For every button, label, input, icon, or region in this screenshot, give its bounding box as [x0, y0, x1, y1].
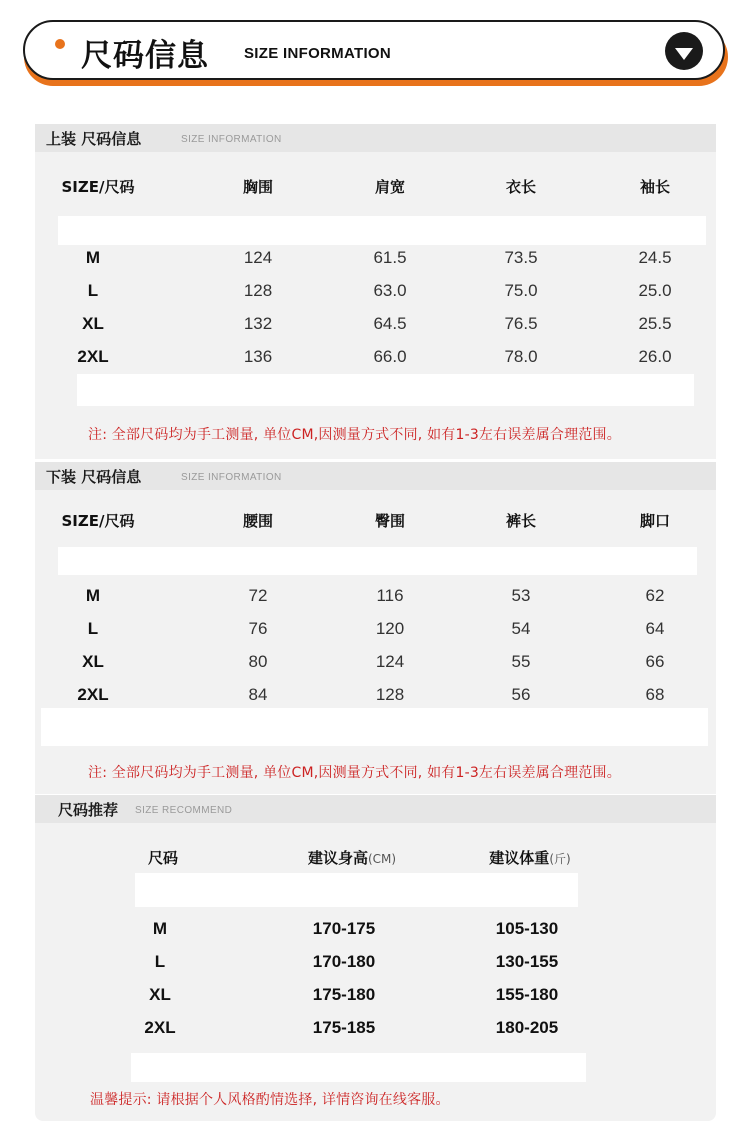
size-cell: XL: [82, 652, 104, 671]
size-cell: L: [87, 281, 99, 300]
size-cell: XL: [82, 314, 104, 333]
size-cell: M: [85, 248, 101, 267]
header-sleeve: 袖长: [639, 178, 670, 196]
table-cell: 75.0: [504, 281, 538, 300]
table-cell: 66: [645, 652, 665, 671]
header-hip: 臀围: [374, 512, 405, 530]
recommend-section-subtitle: SIZE RECOMMEND: [135, 805, 233, 816]
top-measurement-note: 注: 全部尺码均为手工测量, 单位CM,因测量方式不同, 如有1-3左右误差属合理范围。: [88, 427, 621, 443]
header-chest: 胸围: [242, 178, 273, 196]
table-cell: 78.0: [504, 347, 538, 366]
table-cell: 80: [248, 652, 268, 671]
bottom-section-subtitle: SIZE INFORMATION: [181, 472, 282, 483]
unit-label: (CM): [367, 852, 397, 866]
table-cell: 155-180: [495, 985, 559, 1004]
table-cell: 55: [511, 652, 531, 671]
table-cell: 73.5: [504, 248, 538, 267]
divider-strip: [41, 708, 708, 746]
table-cell: 180-205: [495, 1018, 559, 1037]
header-size: 尺码: [147, 849, 178, 867]
table-cell: 128: [375, 685, 405, 704]
header-weight: 建议体重(斤): [489, 849, 571, 867]
divider-strip: [77, 374, 694, 406]
table-cell: 72: [248, 586, 268, 605]
bottom-section-title: 下装 尺码信息: [46, 468, 142, 486]
table-cell: 25.0: [638, 281, 672, 300]
table-cell: 136: [243, 347, 273, 366]
size-cell: M: [152, 919, 168, 938]
divider-strip: [135, 873, 578, 907]
top-section-header: [35, 124, 716, 152]
table-cell: 175-180: [312, 985, 376, 1004]
size-cell: 2XL: [77, 347, 109, 366]
table-cell: 64: [645, 619, 665, 638]
table-cell: 64.5: [373, 314, 407, 333]
table-cell: 56: [511, 685, 531, 704]
recommend-tip: 温馨提示: 请根据个人风格酌情选择, 详情咨询在线客服。: [90, 1092, 450, 1108]
header-pants-length: 裤长: [505, 512, 536, 530]
table-cell: 132: [243, 314, 273, 333]
size-cell: M: [85, 586, 101, 605]
header-size: SIZE/尺码: [61, 178, 135, 196]
recommend-section-header: [35, 795, 716, 823]
header-length: 衣长: [505, 178, 536, 196]
recommend-section-title: 尺码推荐: [58, 801, 119, 819]
divider-strip: [58, 216, 706, 245]
divider-strip: [58, 547, 697, 575]
table-cell: 26.0: [638, 347, 672, 366]
divider-strip: [131, 1053, 586, 1082]
bottom-measurement-note: 注: 全部尺码均为手工测量, 单位CM,因测量方式不同, 如有1-3左右误差属合理范围。: [88, 765, 621, 781]
header-shoulder: 肩宽: [374, 178, 405, 196]
bottom-section-header: [35, 462, 716, 490]
size-cell: 2XL: [77, 685, 109, 704]
chevron-down-icon[interactable]: [665, 32, 703, 70]
table-cell: 76: [248, 619, 268, 638]
header-height: 建议身高(CM): [307, 849, 397, 867]
size-cell: L: [154, 952, 166, 971]
top-section-title: 上装 尺码信息: [46, 130, 142, 148]
table-cell: 130-155: [495, 952, 559, 971]
header-waist: 腰围: [242, 512, 273, 530]
table-cell: 63.0: [373, 281, 407, 300]
table-cell: 105-130: [495, 919, 559, 938]
table-cell: 175-185: [312, 1018, 376, 1037]
header-leg-opening: 脚口: [639, 512, 670, 530]
size-cell: L: [87, 619, 99, 638]
table-cell: 116: [376, 586, 404, 605]
header-banner: [23, 20, 725, 80]
table-cell: 62: [645, 586, 665, 605]
page-title: 尺码信息: [81, 38, 209, 74]
table-cell: 61.5: [373, 248, 407, 267]
top-size-panel: [35, 152, 716, 459]
table-cell: 128: [243, 281, 273, 300]
size-cell: 2XL: [144, 1018, 176, 1037]
page-subtitle: SIZE INFORMATION: [244, 45, 392, 62]
table-cell: 25.5: [638, 314, 672, 333]
table-cell: 76.5: [504, 314, 538, 333]
table-cell: 66.0: [373, 347, 407, 366]
top-section-subtitle: SIZE INFORMATION: [181, 134, 282, 145]
header-size: SIZE/尺码: [61, 512, 135, 530]
table-cell: 68: [645, 685, 665, 704]
table-cell: 84: [248, 685, 268, 704]
size-cell: XL: [149, 985, 171, 1004]
table-cell: 24.5: [638, 248, 672, 267]
table-cell: 170-175: [312, 919, 376, 938]
table-cell: 124: [375, 652, 405, 671]
table-cell: 170-180: [312, 952, 376, 971]
table-cell: 124: [243, 248, 273, 267]
bottom-size-panel: [35, 490, 716, 794]
bullet-dot-icon: [55, 39, 65, 49]
unit-label: (斤): [549, 852, 571, 866]
table-cell: 120: [375, 619, 405, 638]
table-cell: 53: [511, 586, 531, 605]
table-cell: 54: [511, 619, 531, 638]
